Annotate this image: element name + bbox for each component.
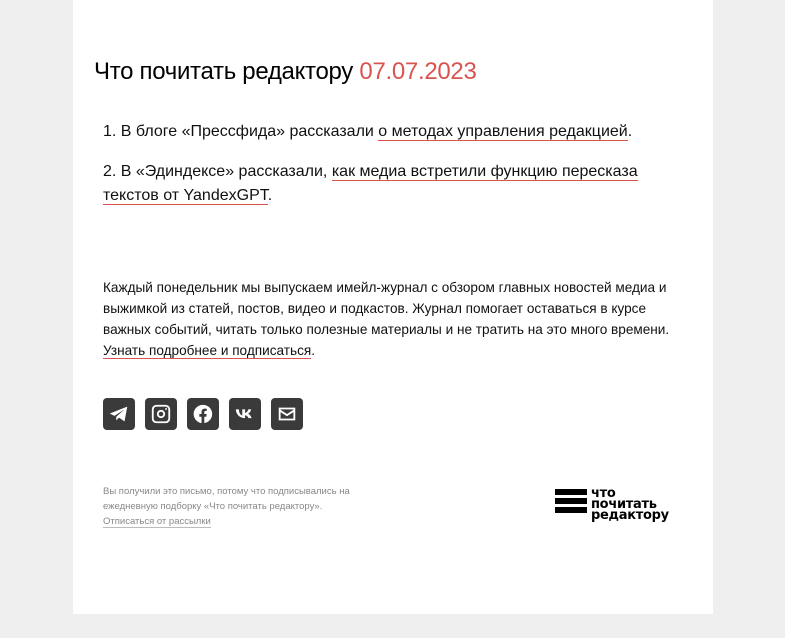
facebook-icon[interactable] — [187, 398, 219, 430]
item-1-suffix: . — [627, 123, 633, 140]
page-title — [94, 58, 477, 86]
about-paragraph — [103, 277, 685, 361]
article-list — [103, 120, 663, 224]
about-text: Каждый понедельник мы выпускаем имейл-журнал с обзором главных новостей медиа и выжимкой из статей, постов, видео и подкастов. Журнал помогает оставаться в курсе важных событий, читать только полезные материалы и не тратить на это много времени. — [103, 279, 670, 337]
logo-text — [591, 488, 669, 521]
logo-line-1: что — [591, 486, 616, 501]
title-text: Что почитать редактору — [94, 58, 354, 85]
instagram-icon[interactable] — [145, 398, 177, 430]
newsletter-card — [73, 0, 713, 614]
logo — [555, 488, 669, 521]
unsubscribe-link[interactable]: Отписаться от рассылки — [103, 516, 211, 527]
item-2-suffix: . — [267, 187, 273, 204]
logo-line-2: почитать — [591, 497, 657, 512]
footer-note — [103, 484, 393, 529]
about-suffix: . — [311, 342, 316, 358]
list-item — [103, 120, 663, 144]
title-date: 07.07.2023 — [359, 58, 477, 85]
footer-note-line2: ежедневную подборку «Что почитать редактору». — [103, 501, 323, 512]
item-2-prefix: 2. В «Эдиндексе» рассказали, — [103, 163, 332, 180]
subscribe-link[interactable]: Узнать подробнее и подписаться — [103, 342, 312, 358]
logo-line-3: редактору — [591, 508, 669, 523]
logo-mark-icon — [555, 489, 587, 513]
footer-note-line1: Вы получили это письмо, потому что подписывались на — [103, 486, 350, 497]
item-1-link[interactable]: о методах управления редакцией — [378, 123, 628, 140]
item-1-prefix: 1. В блоге «Прессфида» рассказали — [103, 123, 379, 140]
email-icon[interactable] — [271, 398, 303, 430]
telegram-icon[interactable] — [103, 398, 135, 430]
item-2-link[interactable]: как медиа встретили функцию пересказа текстов от YandexGPT — [103, 163, 638, 204]
vk-icon[interactable] — [229, 398, 261, 430]
social-links — [103, 398, 303, 430]
list-item — [103, 160, 663, 208]
